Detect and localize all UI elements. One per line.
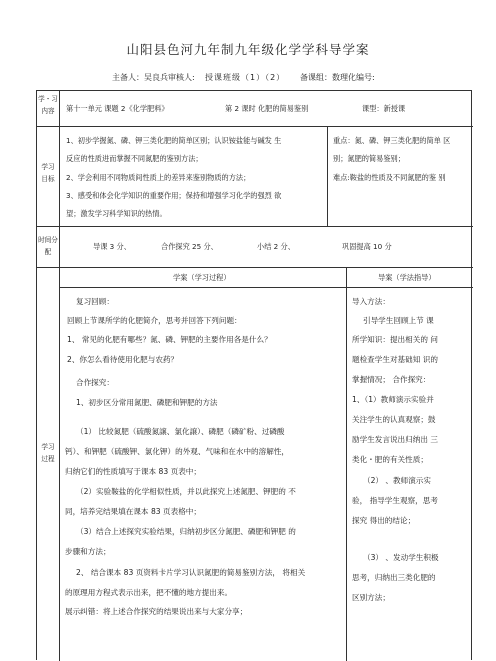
goal-line: 1、初步学握氮、磷、钾三类化肥的简单区别；认识铵盐能与碱发 生 (66, 136, 282, 145)
process-line: 回顾上节课所学的化肥简介，思考并回答下列问题： (67, 316, 242, 325)
group-info: 备课组：数理化编号: (300, 73, 375, 82)
goals-label: 学习 目标 (41, 163, 55, 183)
guide-line: 验， 指导学生观察，思考 (352, 496, 438, 505)
content-label: 学・习 内容 (38, 95, 58, 115)
process-line: 同，培养完结果填在课本 83 页表格中； (65, 507, 201, 516)
guide-plan-header: 导案（学法指导） (378, 273, 436, 282)
time-item: 小结 2 分、 (257, 242, 295, 251)
process-line: 合作探究： (76, 378, 114, 387)
guide-line: 类化・肥的有关性质； (352, 455, 428, 464)
time-label: 时间分 配 (38, 236, 58, 256)
guide-line: 励学生发言说出归纳出 三 (352, 435, 438, 444)
time-item: 导课 3 分、 (93, 242, 131, 251)
unit-title: 第十一单元 课题 2《化学肥料》 (66, 104, 169, 113)
guide-line: （3） 、发动学生积极 (363, 553, 439, 562)
process-line: 2、 结合课本 83 页资料卡片学习认识氮肥的简易鉴别方法， 将相关 (76, 568, 306, 577)
page-title: 山阳县色河九年制九年级化学学科导学案 (126, 42, 370, 57)
process-line: 展示纠错：将上述合作探究的结果说出来与大家分享； (65, 607, 248, 616)
guide-table (36, 90, 472, 660)
process-line: 归纳它们的性质填写于课本 83 页表中； (65, 467, 201, 476)
process-line: 的原理用方程式表示出来，把不懂的地方提出来。 (65, 588, 233, 597)
guide-line: 掌握情况； 合作探究： (352, 375, 431, 384)
process-line: 钙）、和钾肥（硫酸钾、氯化钾）的外观、气味和在水中的溶解性， (65, 447, 290, 456)
guide-line: 导入方法： (352, 297, 390, 306)
process-line: 步骤和方法； (65, 547, 111, 556)
lesson-title: 第 2 课时 化肥的简易鉴别 (225, 104, 309, 113)
time-item: 合作探究 25 分、 (161, 242, 218, 251)
process-line: （2）实验鞍盐的化学相似性质，并以此探究上述氮肥、钾肥的 不 (76, 487, 296, 496)
guide-line: 题检查学生对基础知 识的 (352, 355, 438, 364)
goal-line: 反应的性质进而掌握不同氮肥的鉴别方法； (66, 154, 203, 163)
lesson-type: 课型：新授课 (362, 104, 406, 113)
key-line: 别；氮肥的简易鉴别； (333, 154, 405, 163)
process-line: 2、你怎么看待使用化肥与农药？ (67, 355, 179, 364)
process-label: 学习 过程 (41, 443, 55, 463)
process-line: 复习回顾： (76, 297, 114, 306)
goal-line: 2、学会利用不同物质间性质上的差异来鉴别物质的方法； (66, 173, 251, 182)
goal-line: 望；激发学习科学知识的热情。 (66, 209, 167, 218)
process-line: （1） 比较氮肥（硫酸氮譲、氯化譲）、磷肥（磷矿粉、过磷酸 (76, 427, 285, 436)
guide-line: 思考，归纳出三类化肥的 (352, 573, 436, 582)
guide-line: 关注学生的认真观察；鼓 (352, 415, 436, 424)
process-line: 1、初步区分常用氮肥、磷肥和钾肥的方法 (76, 398, 218, 407)
guide-line: （2） 、教师演示实 (363, 476, 431, 485)
guide-line: 1、（1）教师演示实验并 (352, 395, 434, 404)
process-line: 1、 常见的化肥有哪些？氮、磷、钾肥的主要作用各是什么？ (67, 335, 272, 344)
study-plan-header: 学案（学习过程） (173, 273, 231, 282)
time-item: 巩固提高 10 分 (342, 242, 392, 251)
class-info: 授课班级（1）（2） (205, 73, 286, 82)
preparer-info: 主备人：吴良兵审核人: (112, 73, 195, 82)
key-line: 难点:鞍盐的性质及不同氮肥的鉴 别 (333, 173, 446, 182)
process-line: （3）结合上述探究实验结果，归纳初步区分氮肥、磷肥和钾肥 的 (76, 527, 296, 536)
key-line: 重点：氮、磷、钾三类化肥的简单 区 (333, 136, 451, 145)
guide-line: 区别方法； (352, 593, 390, 602)
guide-line: 所学知识：提出相关的 问 (352, 335, 438, 344)
guide-line: 引导学生回顾上节 课 (363, 316, 434, 325)
goal-line: 3、感受和体会化学知识的重要作用；保持和增强学习化学的强烈 欲 (66, 191, 282, 200)
guide-line: 探究 得出的结论； (352, 516, 416, 525)
